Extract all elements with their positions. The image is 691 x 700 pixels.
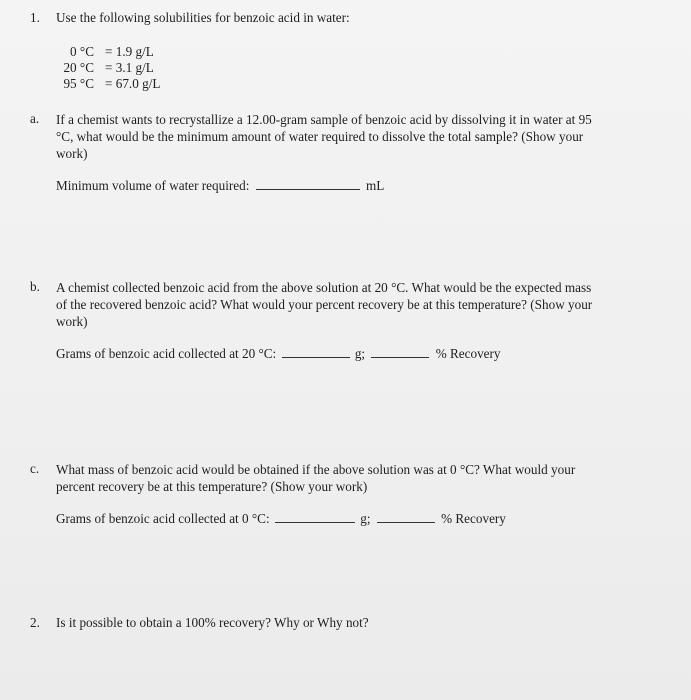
- prompt-line: A chemist collected benzoic acid from the above solution at 20 °C. What would be the expected mass: [56, 280, 592, 295]
- solubility-temp: 95 °C: [63, 76, 94, 91]
- prompt-line: work): [56, 314, 88, 329]
- grams-answer-field[interactable]: [282, 346, 350, 358]
- solubility-table: [56, 44, 160, 92]
- solubility-temp: 20 °C: [63, 60, 94, 75]
- question-1-number: 1.: [30, 10, 40, 25]
- solubility-value: = 3.1 g/L: [105, 60, 154, 75]
- unit-label: g;: [354, 346, 366, 361]
- unit-label: mL: [365, 178, 385, 193]
- prompt-line: work): [56, 146, 88, 161]
- answer-label: Grams of benzoic acid collected at 20 °C:: [56, 346, 277, 361]
- part-a-answer-row: [56, 178, 384, 194]
- part-a-label: a.: [30, 111, 40, 126]
- part-c-prompt: [56, 461, 575, 495]
- question-1-prompt: Use the following solubilities for benzoic acid in water:: [56, 10, 350, 25]
- part-b-answer-row: [56, 346, 501, 362]
- solubility-value: = 1.9 g/L: [105, 44, 154, 59]
- unit-label: % Recovery: [441, 511, 506, 526]
- grams-answer-field[interactable]: [275, 511, 355, 523]
- answer-label: Minimum volume of water required:: [56, 178, 250, 193]
- unit-label: % Recovery: [435, 346, 501, 361]
- solubility-value: = 67.0 g/L: [105, 76, 161, 91]
- solubility-row: [56, 76, 160, 92]
- solubility-row: [56, 44, 160, 60]
- unit-label: g;: [360, 511, 371, 526]
- prompt-line: If a chemist wants to recrystallize a 12.00-gram sample of benzoic acid by dissolving it in water at 95: [56, 112, 592, 127]
- recovery-answer-field[interactable]: [377, 511, 435, 523]
- prompt-line: What mass of benzoic acid would be obtained if the above solution was at 0 °C? What would your: [56, 462, 576, 477]
- prompt-line: of the recovered benzoic acid? What would your percent recovery be at this temperature? (Show your: [56, 297, 593, 312]
- recovery-answer-field[interactable]: [371, 346, 429, 358]
- part-a-prompt: [56, 111, 592, 162]
- question-2-number: 2.: [30, 615, 40, 630]
- answer-label: Grams of benzoic acid collected at 0 °C:: [56, 511, 270, 526]
- part-b-label: b.: [30, 279, 40, 294]
- prompt-line: percent recovery be at this temperature? (Show your work): [56, 479, 368, 494]
- part-c-label: c.: [30, 461, 40, 476]
- part-c-answer-row: [56, 511, 506, 527]
- volume-answer-field[interactable]: [256, 178, 360, 190]
- question-2-prompt: Is it possible to obtain a 100% recovery? Why or Why not?: [56, 615, 369, 630]
- solubility-row: [56, 60, 160, 76]
- part-b-prompt: [56, 279, 592, 330]
- prompt-line: °C, what would be the minimum amount of water required to dissolve the total sample? (Show your: [56, 129, 584, 144]
- solubility-temp: 0 °C: [70, 44, 94, 59]
